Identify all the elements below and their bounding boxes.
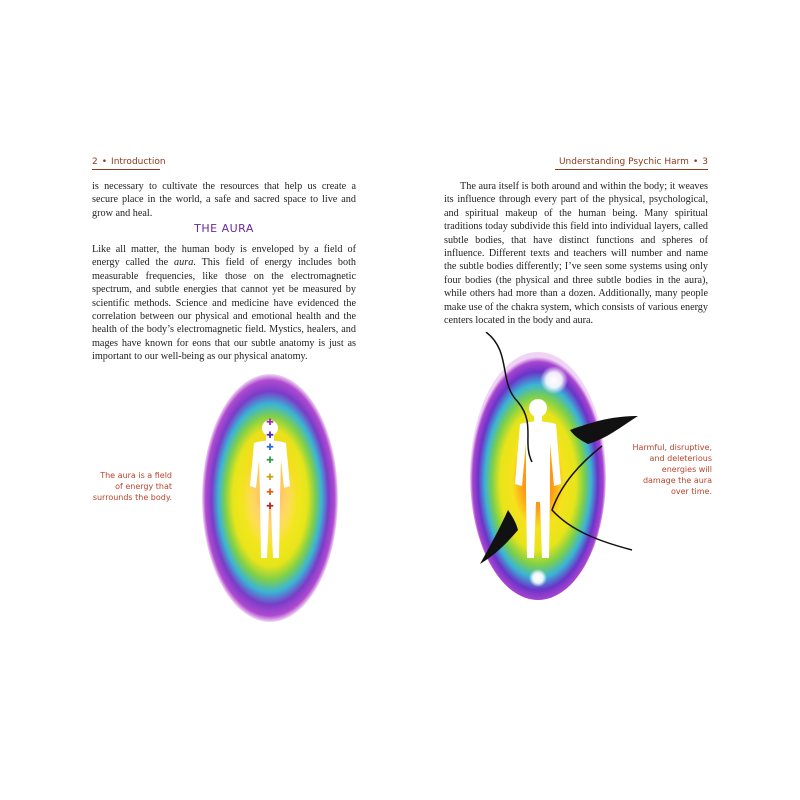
subtle-bodies-paragraph: The aura itself is both around and within the body; it weaves its influence through every part of the physical, psychological, and spiritual makeup of the human being. Many spiritual traditions today subdivide this field into individual layers, called subtle bodies, that have distinct functions and spheres of influence. Different texts and teachers will number and name the subtle bodies differently; I’ve seen some systems using only four bodies (the physical and three subtle bodies in the aura), while others had more than a dozen. Additionally, many people make use of the chakra system, which consists of various energy centers located in the body and aura. [444, 181, 708, 327]
svg-text:✚: ✚ [266, 488, 274, 498]
svg-text:✚: ✚ [266, 473, 274, 483]
page-number-left: 2 [92, 157, 98, 167]
section-title-left: Introduction [111, 157, 166, 167]
aura-paragraph [92, 243, 356, 364]
figure-caption-right: Harmful, disruptive, and deleterious energies will damage the aura over time. [632, 443, 712, 496]
running-head-right [555, 156, 708, 170]
page-number-right: 3 [702, 157, 708, 167]
section-heading: THE AURA [194, 222, 254, 235]
svg-text:✚: ✚ [266, 418, 274, 428]
bullet-separator: • [101, 157, 108, 167]
bullet-separator: • [692, 157, 699, 167]
svg-text:✚: ✚ [266, 431, 274, 441]
energy-orb [529, 569, 547, 587]
figure-caption-left: The aura is a field of energy that surrounds the body. [92, 471, 172, 502]
energy-orb [540, 366, 568, 394]
paragraph-lead: Like all matter, the human body is enveloped by a field of energy called the [92, 244, 356, 269]
svg-text:✚: ✚ [266, 502, 274, 512]
section-title-right: Understanding Psychic Harm [558, 157, 689, 167]
italic-term: aura [174, 257, 194, 269]
aura-illustration [180, 368, 360, 628]
paragraph-rest: . This field of energy includes both measurable frequencies, like those on the electromagnetic spectrum, and subtle energies that cannot yet be measured by scientific methods. Science and medicine have evidenced the correlation between our physical and emotional health and the health of the body’s electromagnetic field. Mystics, healers, and mages have known for eons that our subtle anatomy is just as important to our well-being as our physical anatomy. [92, 257, 356, 363]
opening-paragraph: is necessary to cultivate the resources that help us create a secure place in the world, a safe and sacred space to live and grow and heal. [92, 181, 356, 219]
svg-text:✚: ✚ [266, 456, 274, 466]
damaged-aura-illustration [462, 332, 642, 604]
running-head-left [92, 156, 166, 170]
chakra-markers [266, 418, 274, 512]
svg-text:✚: ✚ [266, 443, 274, 453]
right-page [400, 0, 800, 800]
